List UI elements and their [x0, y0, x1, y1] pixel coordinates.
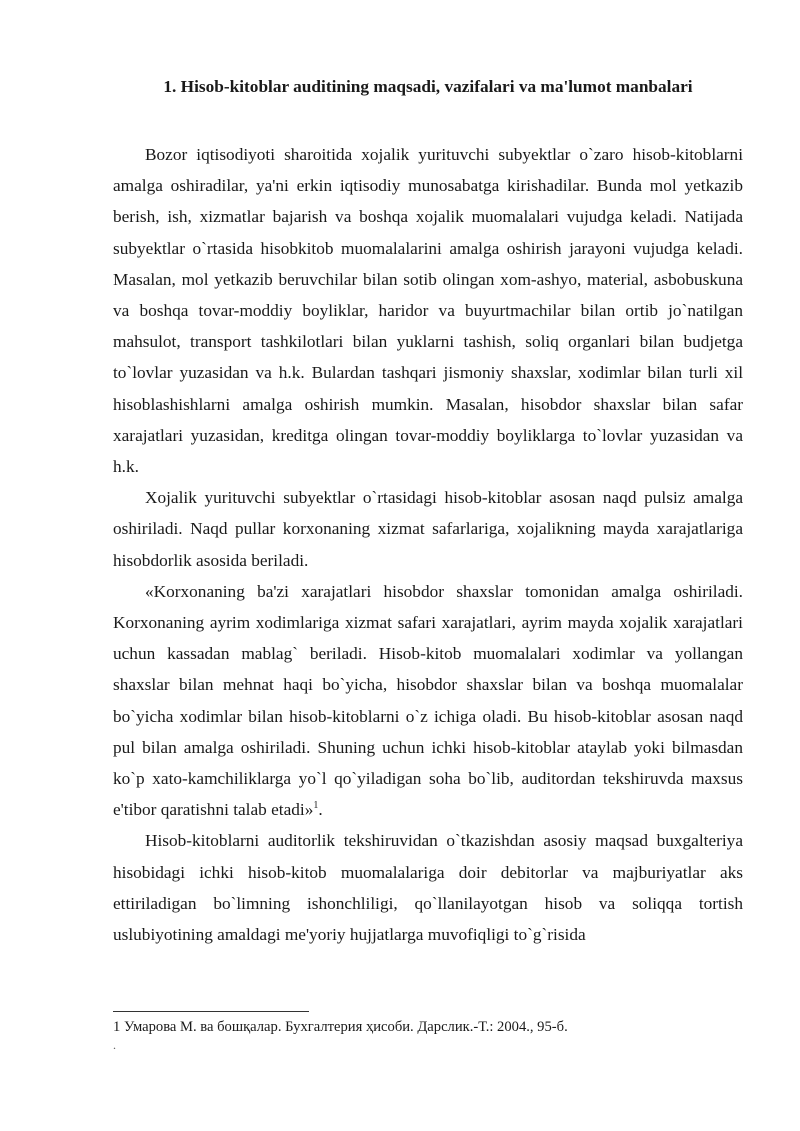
paragraph-2: Xojalik yurituvchi subyektlar o`rtasidagi hisob-kitoblar asosan naqd pulsiz amalga oshiriladi. Naqd pullar korxonaning xizmat safarlariga, xojalikning mayda xarajatlariga hisobdorlik asosida beriladi. — [113, 488, 743, 570]
footnote-mark: . — [113, 1038, 116, 1052]
paragraph-4: Hisob-kitoblarni auditorlik tekshiruvidan o`tkazishdan asosiy maqsad buxgalteriya hisobidagi ichki hisob-kitob muomalalariga doir debitorlar va majburiyatlar aks ettiriladigan bo`limning ishonchliligi, qo`llanilayotgan hisob va soliqqa tortish uslubiyotining amaldagi me'yoriy hujjatlarga muvofiqligi to`g`risida — [113, 831, 743, 945]
footnote-reference[interactable]: 1 — [313, 800, 319, 812]
footnote-separator — [113, 1011, 309, 1012]
footnote-text: 1 Умарова М. ва бошқалар. Бухгалтерия ҳисоби. Дарслик.-Т.: 2004., 95-б. — [113, 1019, 568, 1035]
paragraph-1: Bozor iqtisodiyoti sharoitida xojalik yurituvchi subyektlar o`zaro hisob-kitoblarni amalga oshiradilar, ya'ni erkin iqtisodiy munosabatga kirishadilar. Bunda mol yetkazib berish, ish, xizmatlar bajarish va boshqa xojalik muomalalari vujudga keladi. Natijada subyektlar o`rtasida hisobkitob muomalalarini amalga oshirish jarayoni vujudga keladi. Masalan, mol yetkazib beruvchilar bilan sotib olingan xom-ashyo, material, asbobuskuna va boshqa tovar-moddiy boyliklar, haridor va buyurtmachilar bilan ortib jo`natilgan mahsulot, transport tashkilotlari bilan yuklarni tashish, soliq organlari bilan budjetga to`lovlar yuzasidan va h.k. Bulardan tashqari jismoniy shaxslar, xodimlar bilan turli xil hisoblashishlarni amalga oshirish mumkin. Masalan, hisobdor shaxslar bilan safar xarajatlari yuzasidan, kreditga olingan tovar-moddiy boyliklarga to`lovlar yuzasidan va h.k. — [113, 145, 743, 477]
quote-text: «Korxonaning ba'zi xarajatlari hisobdor shaxslar tomonidan amalga oshiriladi. Korxonaning ayrim xodimlariga xizmat safari xarajatlari, ayrim mayda xojalik xarajatlari uchun kassadan mablag` beriladi. Hisob-kitob muomalalari xodimlar va yollangan shaxslar bilan mehnat haqi bo`yicha, hisobdor shaxslar bilan va boshqa muomalalar bo`yicha xodimlar bilan hisob-kitoblarni o`z ichiga oladi. Bu hisob-kitoblar asosan naqd pul bilan amalga oshiriladi. Shuning uchun ichki hisob-kitoblar ataylab yoki bilmasdan ko`p xato-kamchiliklarga yo`l qo`yiladigan soha bo`lib, auditordan tekshiruvda maxsus e'tibor qaratishni talab etadi» — [113, 581, 743, 820]
paragraph-3 — [113, 576, 743, 826]
section-heading: 1. Hisob-kitoblar auditining maqsadi, vazifalari va ma'lumot manbalari — [163, 77, 693, 96]
quote-period: . — [318, 800, 323, 820]
body-text — [113, 139, 743, 950]
